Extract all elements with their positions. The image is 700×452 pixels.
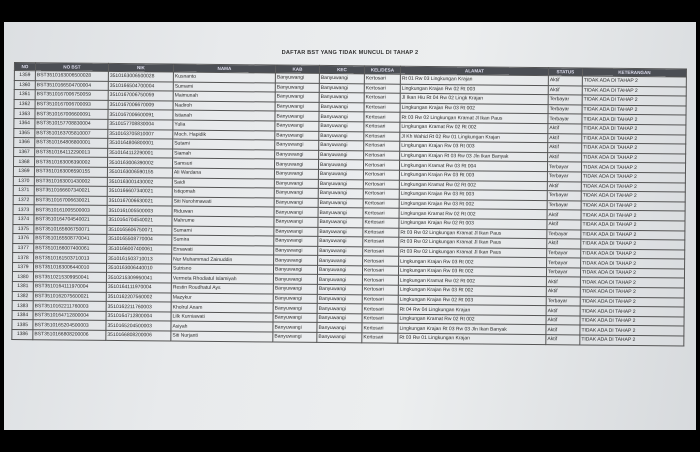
cell-kec: Banyuwangi <box>318 160 363 170</box>
cell-nama: Asiyah <box>171 321 273 332</box>
cell-keterangan: TIDAK ADA DI TAHAP 2 <box>582 143 686 154</box>
cell-keterangan: TIDAK ADA DI TAHAP 2 <box>582 86 686 97</box>
cell-nik: 3510166607340021 <box>107 187 172 197</box>
cell-no-bst: BST3510165204500003 <box>33 320 106 330</box>
cell-alamat: Rt 04 Rw 04 Lingkungan Krajan <box>398 304 546 315</box>
cell-no: 1373 <box>13 205 34 215</box>
cell-no: 1369 <box>13 166 34 176</box>
cell-kab: Banyuwangi <box>273 265 317 275</box>
cell-kec: Banyuwangi <box>317 323 362 333</box>
cell-status: Terbayar <box>548 95 582 105</box>
document-title: DAFTAR BST YANG TIDAK MUNCUL DI TAHAP 2 <box>281 50 419 56</box>
cell-kab: Banyuwangi <box>274 246 318 256</box>
cell-nik: 3510163006390002 <box>107 158 172 168</box>
cell-alamat: Rt 03 Rw 02 Lingkungan Kramat Jl Ikan Paus <box>399 237 547 248</box>
cell-keterangan: TIDAK ADA DI TAHAP 2 <box>581 220 685 231</box>
cell-no: 1384 <box>12 310 33 320</box>
cell-nama: Sumami <box>173 82 275 93</box>
cell-kab: Banyuwangi <box>273 332 317 342</box>
column-header-no: NO <box>14 63 35 71</box>
cell-nama: Riduwan <box>172 206 274 217</box>
cell-kel-desa: Kertosari <box>362 314 398 324</box>
cell-nik: 3510157708830004 <box>108 119 173 129</box>
cell-nama: Sutrisno <box>171 264 273 275</box>
cell-kel-desa: Kertosari <box>363 208 399 218</box>
cell-status: Terbayar <box>546 267 580 277</box>
cell-kel-desa: Kertosari <box>362 304 398 314</box>
cell-kab: Banyuwangi <box>275 73 319 83</box>
cell-kec: Banyuwangi <box>319 102 364 112</box>
cell-nik: 3510164112290001 <box>108 148 173 158</box>
cell-nama: Ali Wardana <box>172 168 274 179</box>
cell-alamat: Lingkungan Krajan Rw 03 Rt 002 <box>399 199 547 210</box>
cell-kel-desa: Kertosari <box>363 218 399 228</box>
cell-no: 1375 <box>13 224 34 234</box>
cell-status: Aktif <box>547 239 581 249</box>
cell-status: Terbayar <box>546 296 580 306</box>
cell-kab: Banyuwangi <box>275 140 319 150</box>
cell-status: Terbayar <box>547 248 581 258</box>
cell-status: Aktif <box>547 181 581 191</box>
cell-no: 1381 <box>12 282 33 292</box>
cell-nama: Istianah <box>173 110 275 121</box>
cell-keterangan: TIDAK ADA DI TAHAP 2 <box>581 191 685 202</box>
cell-kab: Banyuwangi <box>275 102 319 112</box>
cell-kel-desa: Kertosari <box>364 151 400 161</box>
cell-kec: Banyuwangi <box>319 121 364 131</box>
cell-status: Aktif <box>546 325 580 335</box>
cell-no-bst: BST3510163006590155 <box>34 167 107 177</box>
cell-kab: Banyuwangi <box>274 179 318 189</box>
cell-nama: Yulia <box>173 120 275 131</box>
cell-kec: Banyuwangi <box>319 150 364 160</box>
cell-nik: 3510165204500003 <box>106 321 171 331</box>
cell-no: 1376 <box>13 234 34 244</box>
cell-no: 1386 <box>12 330 33 340</box>
cell-no: 1380 <box>12 272 33 282</box>
cell-nama: Maimunah <box>173 91 275 102</box>
cell-keterangan: TIDAK ADA DI TAHAP 2 <box>582 114 686 125</box>
cell-no-bst: BST3510163705810007 <box>35 128 108 138</box>
cell-no-bst: BST3510165508770041 <box>34 234 107 244</box>
cell-status: Aktif <box>546 277 580 287</box>
cell-nik: 3510164806800001 <box>108 139 173 149</box>
cell-kel-desa: Kertosari <box>362 333 398 343</box>
cell-alamat: Lingkungan Kramat Rw 02 Rt 002 <box>398 314 546 325</box>
cell-alamat: Rt 01 Rw 03 Lingkungan Krajan <box>400 74 548 85</box>
cell-no-bst: BST3510163006440010 <box>33 263 106 273</box>
cell-no: 1360 <box>14 80 35 90</box>
cell-kec: Banyuwangi <box>318 179 363 189</box>
cell-no: 1362 <box>14 99 35 109</box>
cell-alamat: Lingkungan Krajan Rw 03 Rt 002 <box>399 256 547 267</box>
cell-kec: Banyuwangi <box>318 208 363 218</box>
cell-no: 1361 <box>14 90 35 100</box>
cell-no: 1382 <box>12 291 33 301</box>
cell-nama: Vermeta Rhodiatul Islamiyah <box>171 273 273 284</box>
cell-keterangan: TIDAK ADA DI TAHAP 2 <box>580 335 684 346</box>
cell-no-bst: BST3510167006700093 <box>35 99 108 109</box>
cell-kab: Banyuwangi <box>274 198 318 208</box>
cell-kel-desa: Kertosari <box>363 247 399 257</box>
cell-nik: 3510166504700004 <box>108 81 173 91</box>
cell-keterangan: TIDAK ADA DI TAHAP 2 <box>581 172 685 183</box>
cell-no-bst: BST3510161005500003 <box>34 205 107 215</box>
cell-kec: Banyuwangi <box>318 237 363 247</box>
cell-kel-desa: Kertosari <box>362 295 398 305</box>
cell-kel-desa: Kertosari <box>364 122 400 132</box>
cell-alamat: Lingkungan Kramat Rw 02 Rt 002 <box>399 180 547 191</box>
cell-status: Aktif <box>546 315 580 325</box>
cell-nik: 3510163705810007 <box>108 129 173 139</box>
cell-no: 1359 <box>14 71 35 81</box>
cell-alamat: Lingkungan Krajan Rw 02 Rt 003 <box>400 84 548 95</box>
cell-no-bst: BST3510166504700004 <box>35 80 108 90</box>
cell-kab: Banyuwangi <box>275 92 319 102</box>
cell-kel-desa: Kertosari <box>363 179 399 189</box>
cell-nama: Istiqomah <box>172 187 274 198</box>
cell-nik: 3510164712800004 <box>106 311 171 321</box>
cell-status: Terbayar <box>547 200 581 210</box>
cell-kab: Banyuwangi <box>273 313 317 323</box>
cell-kec: Banyuwangi <box>317 294 362 304</box>
cell-no-bst: BST3510161503710013 <box>34 253 107 263</box>
cell-status: Terbayar <box>547 191 581 201</box>
cell-keterangan: TIDAK ADA DI TAHAP 2 <box>580 325 684 336</box>
cell-kec: Banyuwangi <box>319 141 364 151</box>
cell-kab: Banyuwangi <box>274 255 318 265</box>
cell-kab: Banyuwangi <box>274 236 318 246</box>
cell-nama: Sumami <box>172 226 274 237</box>
cell-nik: 3510165508770004 <box>107 234 172 244</box>
cell-status: Terbayar <box>548 114 582 124</box>
cell-kel-desa: Kertosari <box>364 131 400 141</box>
cell-alamat: Rt 03 Rw 02 Lingkungan Kramat Jl Ikan Paus <box>399 228 547 239</box>
cell-status: Terbayar <box>547 162 581 172</box>
cell-keterangan: TIDAK ADA DI TAHAP 2 <box>580 316 684 327</box>
cell-nama: Nadiroh <box>173 101 275 112</box>
document-paper <box>4 22 696 430</box>
cell-kab: Banyuwangi <box>275 111 319 121</box>
column-header-kel-desa: KEL/DESA <box>364 66 400 74</box>
cell-keterangan: TIDAK ADA DI TAHAP 2 <box>580 306 684 317</box>
cell-no: 1374 <box>13 214 34 224</box>
cell-kec: Banyuwangi <box>317 284 362 294</box>
cell-nama: Kusnanto <box>173 72 275 83</box>
cell-kec: Banyuwangi <box>318 246 363 256</box>
cell-kec: Banyuwangi <box>318 256 363 266</box>
cell-keterangan: TIDAK ADA DI TAHAP 2 <box>582 95 686 106</box>
cell-kab: Banyuwangi <box>274 227 318 237</box>
cell-nama: Mazykur <box>171 293 273 304</box>
cell-nik: 3510165606750071 <box>107 225 172 235</box>
cell-keterangan: TIDAK ADA DI TAHAP 2 <box>582 124 686 135</box>
cell-kel-desa: Kertosari <box>363 199 399 209</box>
cell-keterangan: TIDAK ADA DI TAHAP 2 <box>581 210 685 221</box>
cell-kec: Banyuwangi <box>317 332 362 342</box>
column-header-nik: NIK <box>108 63 173 72</box>
cell-no-bst: BST3510162211760003 <box>33 301 106 311</box>
cell-no: 1364 <box>14 118 35 128</box>
cell-keterangan: TIDAK ADA DI TAHAP 2 <box>581 181 685 192</box>
cell-kab: Banyuwangi <box>273 294 317 304</box>
cell-no-bst: BST3510164112290013 <box>35 147 108 157</box>
cell-status: Aktif <box>546 287 580 297</box>
cell-nik: 3510166007400061 <box>107 244 172 254</box>
cell-no-bst: BST3510157708830004 <box>35 119 108 129</box>
table-body <box>12 71 687 346</box>
cell-no: 1367 <box>14 147 35 157</box>
cell-nik: 3510164704540021 <box>107 215 172 225</box>
cell-no-bst: BST3510162075600021 <box>33 291 106 301</box>
cell-nik: 3510161005500003 <box>107 206 172 216</box>
cell-status: Aktif <box>547 220 581 230</box>
cell-no: 1363 <box>14 109 35 119</box>
column-header-alamat: ALAMAT <box>400 66 548 75</box>
cell-kab: Banyuwangi <box>275 121 319 131</box>
cell-keterangan: TIDAK ADA DI TAHAP 2 <box>580 287 684 298</box>
cell-nama: Siti Nurjanti <box>171 331 273 342</box>
cell-no-bst: BST3510164111970004 <box>33 282 106 292</box>
cell-alamat: Lingkungan Krajan Rw 03 Rt 003 <box>400 141 548 152</box>
cell-kel-desa: Kertosari <box>363 160 399 170</box>
cell-nama: Sutami <box>173 139 275 150</box>
cell-keterangan: TIDAK ADA DI TAHAP 2 <box>582 134 686 145</box>
cell-keterangan: TIDAK ADA DI TAHAP 2 <box>581 249 685 260</box>
cell-keterangan: TIDAK ADA DI TAHAP 2 <box>582 153 686 164</box>
cell-no: 1368 <box>13 157 34 167</box>
cell-kel-desa: Kertosari <box>364 112 400 122</box>
cell-kec: Banyuwangi <box>317 304 362 314</box>
column-header-no-bst: NO BST <box>35 63 108 72</box>
cell-status: Terbayar <box>547 172 581 182</box>
cell-kec: Banyuwangi <box>318 198 363 208</box>
cell-kab: Banyuwangi <box>274 188 318 198</box>
cell-alamat: Lingkungan Krajan Rw 03 Rt 003 <box>399 170 547 181</box>
cell-kec: Banyuwangi <box>317 265 362 275</box>
cell-nama: Siti Nurohmawati <box>172 197 274 208</box>
cell-alamat: Lingkungan Kramat Rw 02 Rt 002 <box>400 122 548 133</box>
cell-no-bst: BST3510166007400061 <box>34 243 107 253</box>
cell-status: Aktif <box>548 76 582 86</box>
cell-no: 1383 <box>12 301 33 311</box>
column-header-kab: KAB <box>275 65 319 73</box>
cell-status: Aktif <box>548 85 582 95</box>
cell-kab: Banyuwangi <box>274 217 318 227</box>
cell-kel-desa: Kertosari <box>364 141 400 151</box>
cell-no: 1378 <box>13 253 34 263</box>
cell-keterangan: TIDAK ADA DI TAHAP 2 <box>580 277 684 288</box>
cell-nik: 3510167006630021 <box>107 196 172 206</box>
cell-nik: 3510162211760003 <box>106 302 171 312</box>
cell-nama: Kholrul Anam <box>171 302 273 313</box>
cell-kab: Banyuwangi <box>275 83 319 93</box>
cell-kel-desa: Kertosari <box>363 170 399 180</box>
cell-kel-desa: Kertosari <box>364 93 400 103</box>
cell-nama: Nur Muhammad Zainuddin <box>172 254 274 265</box>
cell-nama: Mahrume <box>172 216 274 227</box>
cell-no-bst: BST3510167006600091 <box>35 109 108 119</box>
cell-nama: Lilk Kurniawati <box>171 312 273 323</box>
cell-nik: 3510161503710013 <box>107 254 172 264</box>
cell-alamat: Lingkungan Krajan Rw 02 Rt 003 <box>398 295 546 306</box>
cell-nama: Sumira <box>172 235 274 246</box>
cell-nik: 3510215309950041 <box>106 273 171 283</box>
cell-kab: Banyuwangi <box>275 150 319 160</box>
cell-status: Aktif <box>547 210 581 220</box>
cell-kel-desa: Kertosari <box>363 227 399 237</box>
cell-keterangan: TIDAK ADA DI TAHAP 2 <box>581 239 685 250</box>
cell-keterangan: TIDAK ADA DI TAHAP 2 <box>582 76 686 87</box>
cell-nik: 3510163006500028 <box>108 71 173 81</box>
cell-status: Terbayar <box>547 229 581 239</box>
column-header-kec: KEC <box>319 65 364 73</box>
cell-nik: 3510167006670009 <box>108 100 173 110</box>
cell-no-bst: BST3510165606750071 <box>34 224 107 234</box>
cell-kel-desa: Kertosari <box>362 266 398 276</box>
cell-alamat: Lingkungan Krajan Rw 03 Rt 002 <box>398 266 546 277</box>
cell-nik: 3510166808200006 <box>106 330 171 340</box>
cell-alamat: Lingkungan Kramat Rw 02 Rt 002 <box>399 209 547 220</box>
cell-status: Aktif <box>548 124 582 134</box>
cell-kel-desa: Kertosari <box>362 285 398 295</box>
cell-nama: Siamah <box>173 149 275 160</box>
cell-kel-desa: Kertosari <box>363 189 399 199</box>
cell-kab: Banyuwangi <box>274 169 318 179</box>
cell-keterangan: TIDAK ADA DI TAHAP 2 <box>582 105 686 116</box>
cell-kab: Banyuwangi <box>274 159 318 169</box>
cell-kel-desa: Kertosari <box>362 323 398 333</box>
cell-kab: Banyuwangi <box>275 131 319 141</box>
cell-nama: Moch. Hapidik <box>173 130 275 141</box>
cell-nik: 3510162207560002 <box>106 292 171 302</box>
cell-kec: Banyuwangi <box>319 93 364 103</box>
cell-kel-desa: Kertosari <box>362 275 398 285</box>
cell-alamat: Lingkungan Kramat Rw 03 Rt 004 <box>399 161 547 172</box>
cell-kec: Banyuwangi <box>319 131 364 141</box>
cell-kab: Banyuwangi <box>273 284 317 294</box>
cell-keterangan: TIDAK ADA DI TAHAP 2 <box>581 258 685 269</box>
cell-alamat: Jl Ikan Hiu Rt 04 Rw 02 Lingk Krajan <box>400 93 548 104</box>
cell-alamat: Jl Kh Wahid Rt 02 Rw 01 Lingkungan Krajan <box>400 132 548 143</box>
cell-no-bst: BST3510215309950041 <box>33 272 106 282</box>
bst-table <box>11 62 687 346</box>
cell-alamat: Lingkungan Krajan Rw 03 Rt 002 <box>398 285 546 296</box>
cell-no-bst: BST3510167006630021 <box>34 195 107 205</box>
cell-alamat: Lingkungan Krajan Rw 03 Rt 003 <box>399 189 547 200</box>
cell-kab: Banyuwangi <box>273 322 317 332</box>
cell-no-bst: BST3510163006390002 <box>34 157 107 167</box>
column-header-nama: NAMA <box>173 64 275 73</box>
cell-no-bst: BST3510164704540021 <box>34 215 107 225</box>
cell-nik: 3510164111970004 <box>106 282 171 292</box>
cell-kab: Banyuwangi <box>274 207 318 217</box>
cell-kec: Banyuwangi <box>317 313 362 323</box>
cell-nik: 3510167006750059 <box>108 91 173 101</box>
cell-alamat: Rt 03 Rw 01 Lingkungan Krajan <box>398 333 546 344</box>
cell-kec: Banyuwangi <box>318 217 363 227</box>
column-header-status: STATUS <box>548 68 582 76</box>
cell-kec: Banyuwangi <box>319 73 364 83</box>
cell-no-bst: BST3510163001430002 <box>34 176 107 186</box>
cell-alamat: Lingkungan Krajan Rw 02 Rt 003 <box>399 218 547 229</box>
cell-kab: Banyuwangi <box>273 274 317 284</box>
cell-no-bst: BST3510166808200006 <box>33 330 106 340</box>
cell-nik: 3510163001430002 <box>107 177 172 187</box>
cell-kel-desa: Kertosari <box>363 237 399 247</box>
cell-no-bst: BST3510167006750059 <box>35 90 108 100</box>
cell-nama: Samsuri <box>172 158 274 169</box>
cell-kel-desa: Kertosari <box>364 83 400 93</box>
cell-no: 1371 <box>13 186 34 196</box>
cell-status: Terbayar <box>548 104 582 114</box>
cell-keterangan: TIDAK ADA DI TAHAP 2 <box>581 162 685 173</box>
cell-alamat: Lingkungan Krajan Rw 03 Rt 002 <box>400 103 548 114</box>
cell-status: Aktif <box>546 335 580 345</box>
cell-keterangan: TIDAK ADA DI TAHAP 2 <box>581 201 685 212</box>
cell-keterangan: TIDAK ADA DI TAHAP 2 <box>580 297 684 308</box>
cell-no: 1385 <box>12 320 33 330</box>
cell-no-bst: BST3510164806800001 <box>35 138 108 148</box>
cell-alamat: Rt 03 Rw 02 Lingkungan Kramat Jl Ikan Paus <box>399 247 547 258</box>
cell-status: Terbayar <box>547 258 581 268</box>
cell-status: Aktif <box>548 143 582 153</box>
cell-nik: 3510163006440010 <box>106 263 171 273</box>
cell-no: 1366 <box>14 138 35 148</box>
cell-alamat: Lingkungan Kramat Rw 02 Rt 002 <box>398 276 546 287</box>
cell-no-bst: BST3510164712800004 <box>33 311 106 321</box>
cell-kec: Banyuwangi <box>318 227 363 237</box>
cell-alamat: Lingkungan Krajan Rt 03 Rw 03 Jln Ikan Banyak <box>398 324 546 335</box>
cell-kec: Banyuwangi <box>318 169 363 179</box>
cell-kel-desa: Kertosari <box>363 256 399 266</box>
cell-kab: Banyuwangi <box>273 303 317 313</box>
cell-kel-desa: Kertosari <box>364 103 400 113</box>
cell-no-bst: BST3510163006500028 <box>35 71 108 81</box>
cell-alamat: Lingkungan Krajan Rt 03 Rw 03 Jln Ikan Banyak <box>400 151 548 162</box>
cell-nik: 3510163006590155 <box>107 167 172 177</box>
column-header-keterangan: KETERANGAN <box>582 68 686 77</box>
cell-nik: 3510167006600091 <box>108 110 173 120</box>
cell-keterangan: TIDAK ADA DI TAHAP 2 <box>581 229 685 240</box>
cell-no: 1365 <box>14 128 35 138</box>
cell-no: 1372 <box>13 195 34 205</box>
cell-kec: Banyuwangi <box>317 275 362 285</box>
cell-kec: Banyuwangi <box>319 112 364 122</box>
cell-keterangan: TIDAK ADA DI TAHAP 2 <box>580 268 684 279</box>
cell-kel-desa: Kertosari <box>364 74 400 84</box>
cell-alamat: Rt 03 Rw 02 Lingkungan Kramat Jl Ikan Paus <box>400 113 548 124</box>
cell-nama: Ernawati <box>172 245 274 256</box>
cell-nama: Saidi <box>172 178 274 189</box>
cell-status: Aktif <box>546 306 580 316</box>
cell-kec: Banyuwangi <box>318 189 363 199</box>
cell-nama: Restin Roudhatul Ays <box>171 283 273 294</box>
cell-status: Aktif <box>548 133 582 143</box>
cell-no: 1370 <box>13 176 34 186</box>
cell-no: 1379 <box>12 262 33 272</box>
cell-status: Aktif <box>548 152 582 162</box>
cell-kec: Banyuwangi <box>319 83 364 93</box>
cell-no: 1377 <box>13 243 34 253</box>
cell-no-bst: BST3510166607340021 <box>34 186 107 196</box>
